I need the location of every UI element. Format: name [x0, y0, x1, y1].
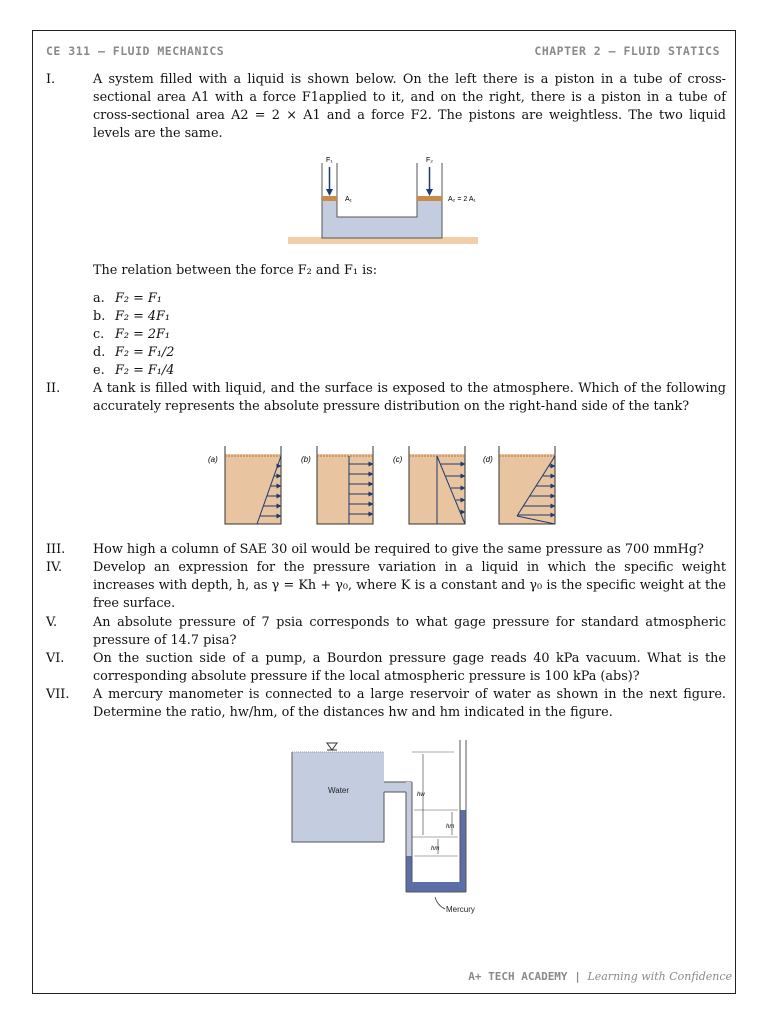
question-text: An absolute pressure of 7 psia corresponds to what gage pressure for standard atmospheric pressure of 14.7 pisa? — [93, 615, 726, 648]
piston-figure — [285, 153, 485, 248]
piston-right — [417, 196, 442, 201]
free-surface-symbol — [327, 743, 337, 750]
option-d[interactable]: d. F₂ = F₁/2 — [93, 345, 175, 360]
question-1-prompt: The relation between the force F₂ and F₁ is: — [93, 263, 378, 278]
option-e[interactable]: e. F₂ = F₁/4 — [93, 363, 175, 378]
question-text: How high a column of SAE 30 oil would be required to give the same pressure as 700 mmHg? — [93, 542, 704, 557]
tube-water-column — [406, 782, 412, 856]
footer — [468, 970, 732, 983]
tank-c — [393, 446, 465, 524]
footer-brand: A+ TECH ACADEMY — [468, 970, 568, 983]
piston-left — [322, 196, 337, 201]
label-f1: F₁ — [326, 157, 333, 164]
option-b[interactable]: b. F₂ = 4F₁ — [93, 309, 171, 324]
label-a1: A₁ — [345, 196, 353, 203]
question-text: A system filled with a liquid is shown below. On the left there is a piston in a tube of cross-sectional area A1 with a force F1applied to it, and on the right, there is a piston in a tube of cross-sectional area A2 = 2 × A1 and a force F2. The pistons are weightless. The two liquid levels are the same. — [93, 72, 726, 141]
water-reservoir — [292, 752, 384, 842]
question-number: IV. — [46, 560, 63, 575]
options-list — [93, 290, 174, 380]
tank-b — [301, 446, 373, 524]
label-a2: A₂ = 2 A₁ — [448, 196, 476, 203]
option-c[interactable]: c. F₂ = 2F₁ — [93, 327, 171, 342]
manometer-figure — [288, 740, 488, 920]
question-3 — [46, 541, 726, 559]
question-5 — [46, 614, 726, 650]
tank-d — [483, 446, 555, 524]
question-text: A tank is filled with liquid, and the surface is exposed to the atmosphere. Which of the following accurately represents the absolute pressure distribution on the right-hand side of the tank? — [93, 381, 726, 414]
question-7 — [46, 686, 726, 722]
question-text: On the suction side of a pump, a Bourdon pressure gage reads 40 kPa vacuum. What is the corresponding absolute pressure if the local atmospheric pressure is 100 kPa (abs)? — [93, 651, 726, 684]
force-arrow-f1 — [326, 189, 333, 196]
question-4 — [46, 559, 726, 613]
container-body — [322, 198, 442, 238]
question-number: II. — [46, 381, 61, 396]
question-2 — [46, 380, 726, 416]
label-a: (a) — [208, 455, 218, 464]
label-hm-left: hm — [431, 846, 440, 852]
label-b: (b) — [301, 455, 311, 464]
label-f2: F₂ — [426, 157, 433, 164]
question-1 — [46, 71, 726, 143]
question-text: Develop an expression for the pressure variation in a liquid in which the specific weight increases with depth, h, as γ = Kh + γ₀, where K is a constant and γ₀ is the specific weight at the free surface. — [93, 560, 726, 611]
question-number: VII. — [46, 687, 70, 702]
question-6 — [46, 650, 726, 686]
question-text: A mercury manometer is connected to a large reservoir of water as shown in the next figure. Determine the ratio, hw/hm, of the distances hw and hm indicated in the figure. — [93, 687, 726, 720]
option-a[interactable]: a. F₂ = F₁ — [93, 291, 162, 306]
label-c: (c) — [393, 455, 403, 464]
header-chapter: CHAPTER 2 – FLUID STATICS — [534, 44, 720, 58]
footer-tagline: Learning with Confidence — [587, 970, 732, 983]
footer-separator: | — [574, 970, 581, 983]
label-hw: hw — [417, 792, 425, 798]
question-number: V. — [46, 615, 58, 630]
force-arrow-f2 — [426, 189, 433, 196]
question-number: I. — [46, 72, 56, 87]
pressure-distribution-figure — [205, 444, 565, 528]
label-water: Water — [328, 786, 350, 795]
label-mercury: Mercury — [446, 905, 475, 914]
label-hm-right: hm — [446, 824, 455, 830]
tank-a — [208, 446, 281, 524]
question-number: VI. — [46, 651, 65, 666]
question-number: III. — [46, 542, 66, 557]
label-d: (d) — [483, 455, 493, 464]
header-course: CE 311 – FLUID MECHANICS — [46, 44, 225, 58]
